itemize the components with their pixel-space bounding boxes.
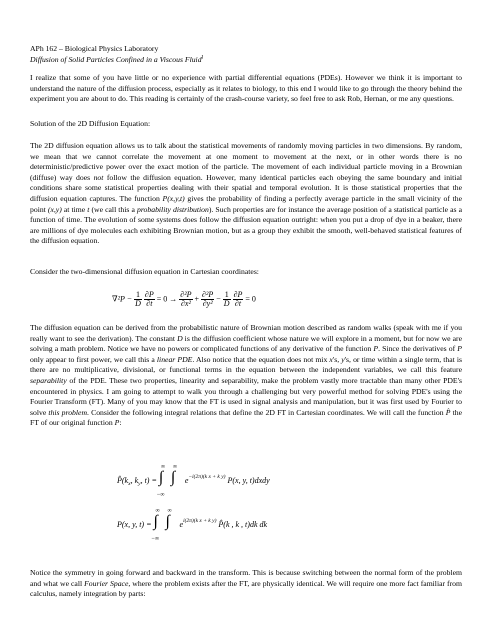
paragraph-linear-pde: The diffusion equation can be derived from the probabilistic nature of Brownian motion described as random walks (speak with me if you really want to see the derivation). The constant D is the diffusion coefficient whose nature we will explore in a moment, but for now we are solving a math problem. Notice we have no powers or complicated functions of any derivative of the function P. Since the derivatives of P only appear to first power, we call this a linear PDE. Also notice that the equation does not mix x's, y's, or time within a single term, that is there are no multiplicative, divisional, or functional terms in the equation between the independent variables, we call this feature separability of the PDE. These two properties, linearity and separability, make the problem vastly more tractable than many other PDE's encountered in physics. I am going to attempt to walk you through a challenging but very powerful method for solving PDE's using the Fourier Transform (FT). Many of you may know that the FT is used in signal analysis and manipulation, but it was first used by Fourier to solve this problem. Consider the following integral relations that define the 2D FT in Cartesian coordinates. We will call the function P̂ the FT of our original function P: (30, 323, 463, 428)
intro-paragraph: I realize that some of you have little or no experience with partial differential equations (PDEs). However we think it is important to understand the nature of the diffusion process, especially as it relates to biology, to this end I would like to go through the theory behind the experiment you are about to do. This reading is certainly of the crash-course variety, so feel free to ask Rob, Hernan, or me any questions. (30, 73, 462, 104)
title-footnote-mark: I (201, 55, 204, 61)
section-title: Solution of the 2D Diffusion Equation: (30, 119, 151, 128)
document-title: Diffusion of Solid Particles Confined in a Viscous Fluid (30, 54, 202, 64)
diffusion-equation: ∇²P − $\frac{1}{D}$ $\frac{\partial P}{\partial t}$ = 0 → $\frac{\text{∂²P}}{\text{∂x²}}$ + $\frac{\text{∂²P}}{\text{∂y²}}$ − $\frac{1}{D}$ $\frac{\partial P}{\partial t}$ = 0 (112, 290, 256, 308)
fourier-transform-inverse: P(x, y, t) = ∞ ∫ −∞ ∞ ∫ $e^{i(2\pi)(k x + k y)}$ P̂(k , k , t)dk dk (117, 508, 268, 542)
fourier-transform-forward: $P̂(k_x$, $k_y$, t) = ∞ ∫ −∞ ∞ ∫ $e^{-i(2\pi)(k x + k y)}$ P(x, y, t)dxdy (117, 464, 270, 498)
course-header (30, 44, 462, 65)
paragraph-diffusion-overview: The 2D diffusion equation allows us to talk about the statistical movements of randomly moving particles in two dimensions. By random, we mean that we cannot correlate the movement at one moment to movement at the next, or in other words there is no deterministic/predictive power over the exact motion of the particle. The movement of each individual particle moving in a Brownian (diffuse) way does not follow the diffusion equation. However, many identical particles each obeying the same boundary and initial conditions share some statistical properties dealing with their spatial and temporal evolution. It is those statistical properties that the diffusion equation captures. The function P(x,y,t) gives the probability of finding a perfectly average particle in the small vicinity of the point (x,y) at time t (we call this a probability distribution). Such properties are for instance the average position of a statistical particle as a function of time. The evolution of some systems does follow the diffusion equation outright: when you put a drop of dye in a beaker, there are millions of dye molecules each exhibiting Brownian motion, but as a group they exhibit the smooth, well-behaved statistical features of the diffusion equation. (30, 141, 463, 246)
course-title: APh 162 – Biological Physics Laboratory (30, 44, 159, 53)
paragraph-fourier-space: Notice the symmetry in going forward and backward in the transform. This is because switching between the normal form of the problem and what we call Fourier Space, where the problem exists after the FT, are physically identical. We will require one more fact familiar from calculus, namely integration by parts: (30, 568, 462, 599)
paragraph-consider-equation: Consider the two-dimensional diffusion equation in Cartesian coordinates: (30, 267, 259, 276)
